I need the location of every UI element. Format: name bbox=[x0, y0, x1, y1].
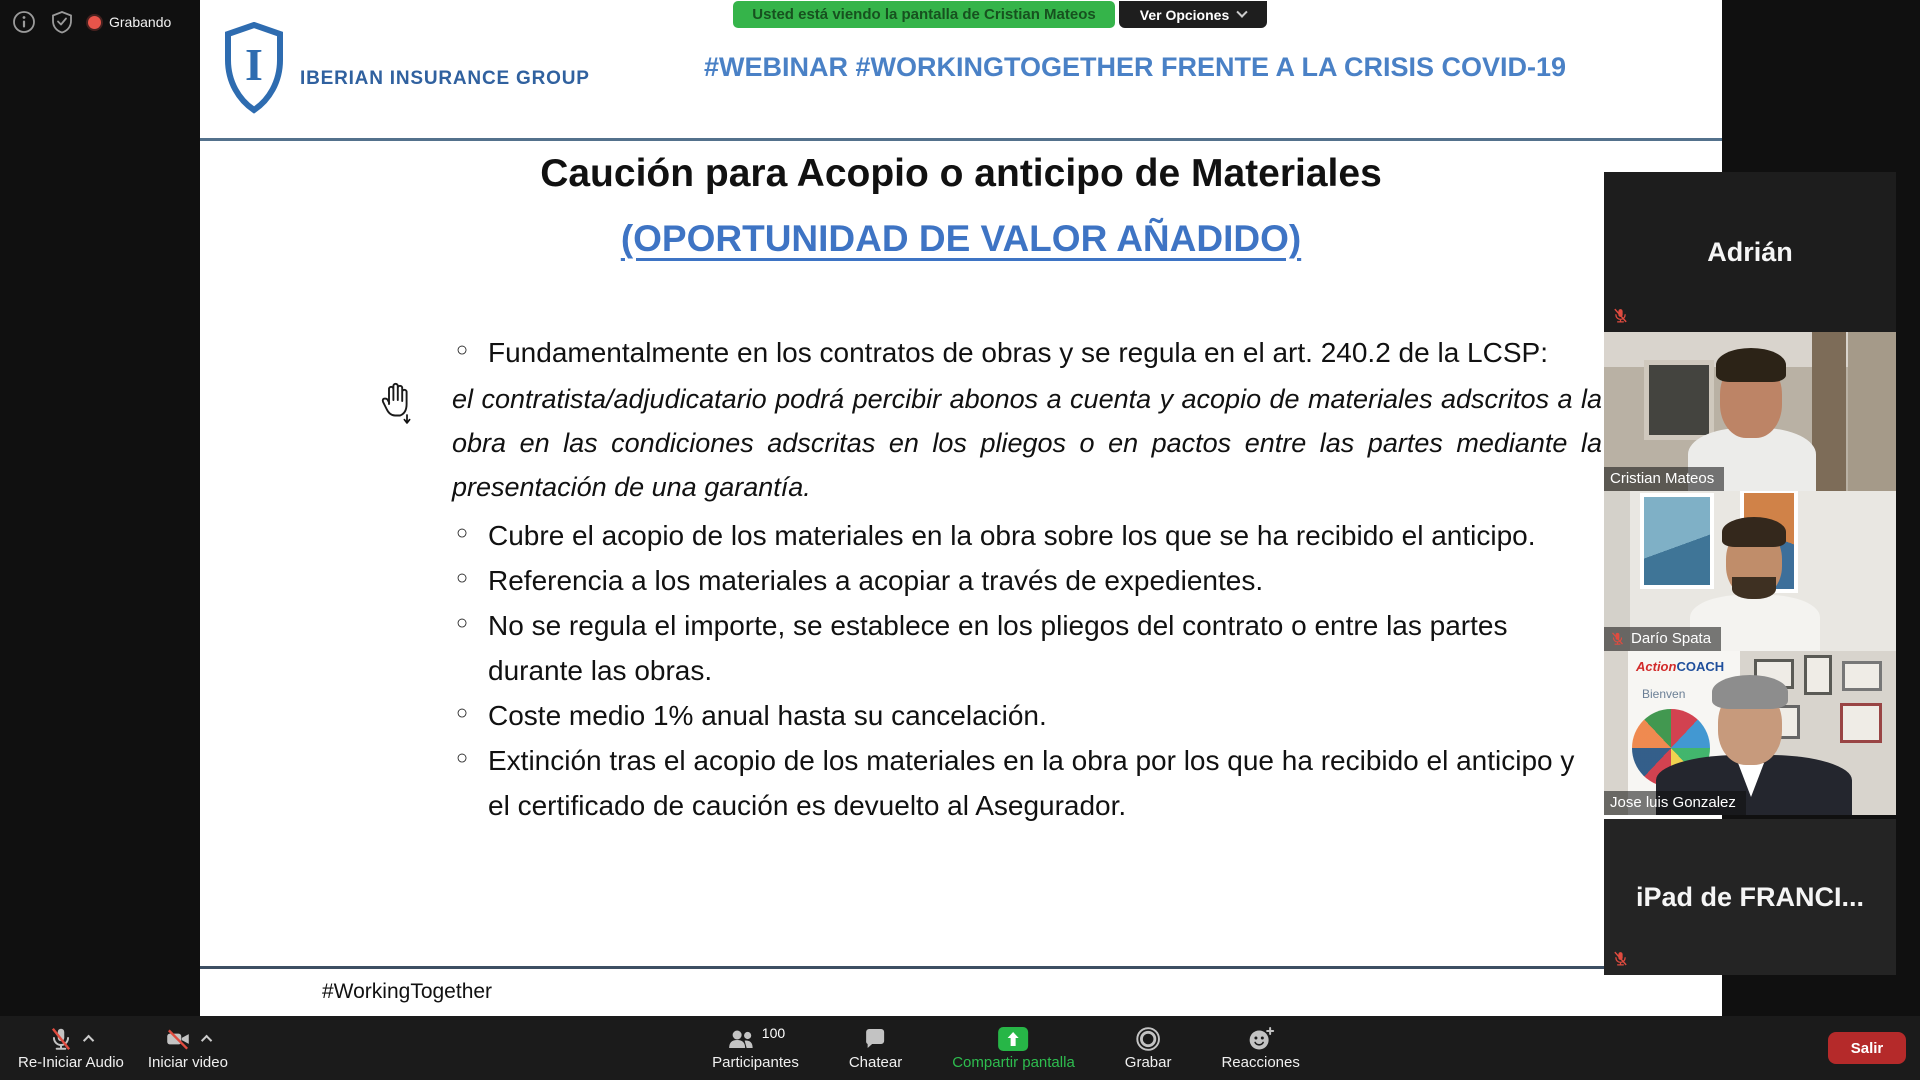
participants-label: Participantes bbox=[712, 1054, 799, 1071]
webinar-header: #WEBINAR #WORKINGTOGETHER FRENTE A LA CRISIS COVID-19 bbox=[703, 52, 1567, 82]
chevron-down-icon bbox=[1237, 6, 1248, 17]
slide-bullet: ○ Fundamentalmente en los contratos de obras y se regula en el art. 240.2 de la LCSP: bbox=[452, 330, 1602, 375]
unmute-audio-label: Re-Iniciar Audio bbox=[18, 1054, 124, 1071]
mic-muted-icon bbox=[1612, 950, 1629, 967]
slide-body bbox=[452, 330, 1602, 828]
participant-tile-adrian[interactable] bbox=[1604, 172, 1896, 332]
participant-tile-dario-spata[interactable] bbox=[1604, 491, 1896, 651]
camera-off-icon bbox=[164, 1026, 192, 1052]
shield-logo-icon bbox=[224, 22, 284, 120]
participant-name: Adrián bbox=[1707, 236, 1793, 267]
bullet-marker: ○ bbox=[456, 567, 469, 589]
chat-label: Chatear bbox=[848, 1054, 903, 1071]
participant-name-tag: Cristian Mateos bbox=[1604, 467, 1724, 491]
reactions-button[interactable] bbox=[1209, 1016, 1311, 1080]
record-icon bbox=[1135, 1026, 1161, 1052]
participant-name: iPad de FRANCI... bbox=[1635, 881, 1865, 912]
slide-bullet: ○ Referencia a los materiales a acopiar a través de expedientes. bbox=[452, 558, 1602, 603]
slide-bullet: ○ Coste medio 1% anual hasta su cancelación. bbox=[452, 693, 1602, 738]
meeting-status-bar bbox=[12, 10, 171, 34]
mic-muted-icon bbox=[1612, 307, 1629, 324]
info-icon[interactable] bbox=[12, 10, 36, 34]
bullet-marker: ○ bbox=[456, 522, 469, 544]
recording-label: Grabando bbox=[109, 14, 172, 30]
record-button[interactable] bbox=[1113, 1016, 1184, 1080]
meeting-toolbar bbox=[0, 1016, 1920, 1080]
recording-dot-icon bbox=[88, 16, 101, 29]
participant-name-tag: Jose luis Gonzalez bbox=[1604, 791, 1746, 815]
share-screen-button[interactable] bbox=[940, 1016, 1087, 1080]
slide-legal-quote: el contratista/adjudicatario podrá percibir abonos a cuenta y acopio de materiales adscritos a la obra en las condiciones adscritas en los pliegos o en pactos entre las partes mediante la presentación de una garantía. bbox=[452, 384, 1602, 502]
audio-options-chevron-icon[interactable] bbox=[83, 1035, 94, 1046]
bullet-marker: ○ bbox=[456, 747, 469, 769]
participants-strip bbox=[1604, 172, 1896, 975]
participant-tile-ipad-de-franci[interactable] bbox=[1604, 819, 1896, 975]
bullet-marker: ○ bbox=[456, 612, 469, 634]
participants-button[interactable] bbox=[700, 1016, 811, 1080]
reactions-icon bbox=[1247, 1026, 1275, 1052]
shared-screen-slide bbox=[200, 0, 1725, 1016]
mic-off-icon bbox=[48, 1026, 74, 1052]
slide-bullet: ○ Cubre el acopio de los materiales en la obra sobre los que se ha recibido el anticipo. bbox=[452, 513, 1602, 558]
start-video-label: Iniciar video bbox=[147, 1054, 228, 1071]
slide-footer-hashtag: #WorkingTogether bbox=[322, 980, 493, 1003]
reactions-label: Reacciones bbox=[1221, 1054, 1300, 1071]
video-options-chevron-icon[interactable] bbox=[201, 1035, 212, 1046]
hand-cursor-icon bbox=[378, 380, 412, 426]
actioncoach-brand-action: Action bbox=[1636, 659, 1677, 674]
chat-button[interactable] bbox=[837, 1016, 914, 1080]
participants-icon bbox=[726, 1027, 756, 1051]
share-screen-label: Compartir pantalla bbox=[952, 1054, 1075, 1071]
recording-indicator bbox=[88, 14, 171, 30]
bullet-marker: ○ bbox=[456, 339, 469, 361]
start-video-button[interactable] bbox=[136, 1016, 240, 1080]
leave-meeting-button[interactable]: Salir bbox=[1828, 1032, 1906, 1064]
bullet-marker: ○ bbox=[456, 702, 469, 724]
record-label: Grabar bbox=[1124, 1054, 1172, 1071]
company-logo bbox=[224, 22, 590, 120]
slide-bottom-divider bbox=[200, 966, 1722, 969]
svg-text:I: I bbox=[245, 39, 263, 90]
actioncoach-brand-coach: COACH bbox=[1676, 659, 1725, 674]
encryption-shield-icon[interactable] bbox=[50, 10, 74, 34]
share-screen-icon bbox=[999, 1027, 1029, 1051]
slide-top-divider bbox=[200, 138, 1722, 141]
participants-count-badge: 100 bbox=[761, 1025, 786, 1041]
slide-title: Caución para Acopio o anticipo de Materiales bbox=[540, 152, 1382, 195]
participant-name-tag: Darío Spata bbox=[1604, 627, 1721, 651]
company-logo-text: IBERIAN INSURANCE GROUP bbox=[300, 68, 590, 89]
participant-tile-jose-luis-gonzalez[interactable] bbox=[1604, 651, 1896, 815]
banner-word: Bienven bbox=[1642, 687, 1686, 701]
slide-subtitle: (OPORTUNIDAD DE VALOR AÑADIDO) bbox=[620, 218, 1302, 259]
view-options-button[interactable] bbox=[1119, 1, 1267, 28]
view-options-label: Ver Opciones bbox=[1139, 6, 1230, 23]
participant-tile-cristian-mateos[interactable] bbox=[1604, 332, 1896, 491]
mic-muted-icon bbox=[1610, 631, 1625, 646]
slide-bullet: ○ Extinción tras el acopio de los materiales en la obra por los que ha recibido el anticipo y el certificado de caución es devuelto al Asegurador. bbox=[452, 738, 1602, 828]
chat-icon bbox=[863, 1027, 889, 1051]
unmute-audio-button[interactable] bbox=[6, 1016, 136, 1080]
slide-bullet: ○ No se regula el importe, se establece en los pliegos del contrato o entre las partes durante las obras. bbox=[452, 603, 1602, 693]
screen-share-banner-text: Usted está viendo la pantalla de Cristian Mateos bbox=[752, 6, 1096, 23]
screen-share-banner bbox=[733, 1, 1115, 28]
